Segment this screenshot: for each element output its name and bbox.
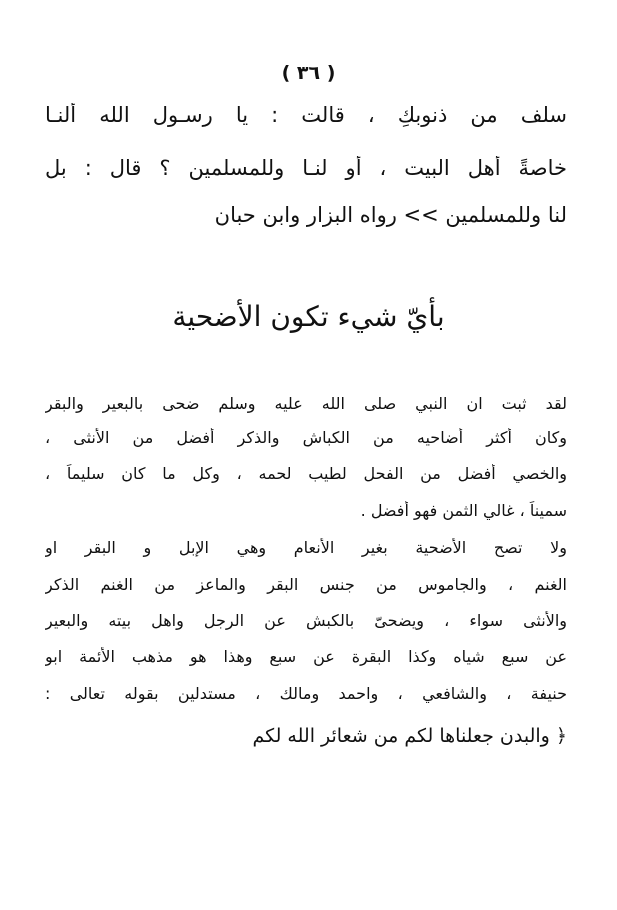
- paragraph-line: حنيفة ، والشافعي ، واحمد ومالك ، مستدلين بقوله تعالى :: [45, 684, 567, 703]
- text-line: سلف من ذنوبكِ ، قالت : يا رسـول الله ألنـا: [45, 103, 567, 127]
- paragraph-line: سميناً ، غالي الثمن فهو أفضل .: [360, 501, 567, 520]
- paragraph-line: الغنم ، والجاموس من جنس البقر والماعز من الغنم الذكر: [45, 575, 567, 594]
- text-line: خاصةً أهل البيت ، أو لنـا وللمسلمين ؟ قال : بل: [45, 156, 567, 180]
- paragraph-line: وكان أكثر أضاحيه من الكباش والذكر أفضل من الأنثى ،: [45, 428, 567, 447]
- page-number: ( ٣٦ ): [281, 62, 336, 84]
- paragraph-line: لقد ثبت ان النبي صلى الله عليه وسلم ضحى بالبعير والبقر: [45, 394, 567, 413]
- paragraph-line: ولا تصح الأضحية بغير الأنعام وهي الإبل و البقر او: [45, 538, 567, 557]
- paragraph-line: والأنثى سواء ، ويضحىّ بالكبش عن الرجل واهل بيته والبعير: [45, 611, 567, 630]
- paragraph-line: عن سبع شياه وكذا البقرة عن سبع وهذا هو مذهب الأئمة ابو: [45, 647, 567, 666]
- section-heading: بأيّ شيء تكون الأضحية: [172, 300, 445, 333]
- paragraph-line: والخصي أفضل من الفحل لطيب لحمه ، وكل ما كان سليماً ،: [45, 464, 567, 483]
- quran-verse-line: ﴿ والبدن جعلناها لكم من شعائر الله لكم: [252, 725, 567, 747]
- text-line: لنا وللمسلمين >> رواه البزار وابن حبان: [214, 203, 567, 227]
